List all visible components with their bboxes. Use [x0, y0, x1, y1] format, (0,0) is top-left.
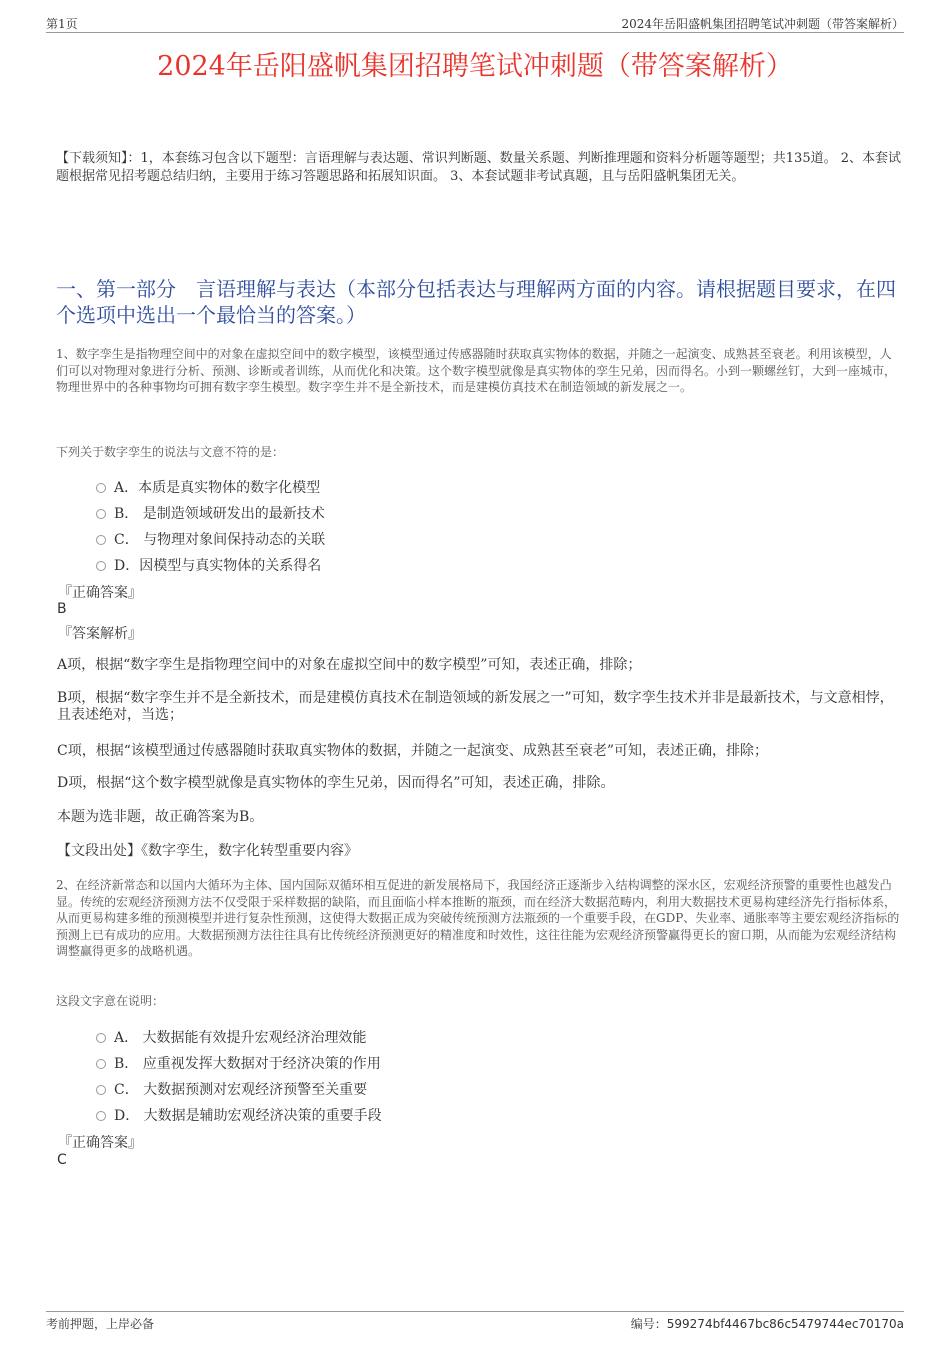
analysis-conclusion: 本题为选非题，故正确答案为B。	[57, 809, 264, 825]
page-header	[46, 14, 904, 33]
page-number: 第1页	[46, 17, 78, 31]
question-1-answer: B	[57, 601, 67, 617]
analysis-item-d: D项，根据“这个数字模型就像是真实物体的孪生兄弟，因而得名”可知，表述正确，排除。	[57, 775, 615, 791]
analysis-item-b: B项，根据“数字孪生并不是全新技术，而是建模仿真技术在制造领域的新发展之一”可知，数字孪生技术并非是最新技术，与文意相悖，且表述绝对，当选；	[57, 690, 894, 723]
radio-icon[interactable]	[96, 561, 106, 571]
page-footer	[46, 1311, 904, 1334]
option-label: A． 大数据能有效提升宏观经济治理效能	[114, 1030, 367, 1046]
footer-slogan: 考前押题，上岸必备	[46, 1317, 155, 1331]
radio-icon[interactable]	[96, 1033, 106, 1043]
question-1-prompt: 下列关于数字孪生的说法与文意不符的是：	[56, 445, 285, 459]
document-title: 2024年岳阳盛帆集团招聘笔试冲刺题（带答案解析）	[157, 51, 793, 82]
radio-icon[interactable]	[96, 535, 106, 545]
analysis-item-c: C项，根据“该模型通过传感器随时获取真实物体的数据，并随之一起演变、成熟甚至衰老”可知，表述正确，排除；	[57, 743, 769, 759]
option-label: B． 是制造领域研发出的最新技术	[114, 506, 325, 522]
question-1-source: 【文段出处】《数字孪生，数字化转型重要内容》	[57, 843, 358, 859]
radio-icon[interactable]	[96, 483, 106, 493]
footer-code-value: 599274bf4467bc86c5479744ec70170a	[666, 1317, 904, 1331]
radio-icon[interactable]	[96, 1111, 106, 1121]
question-2-option-a[interactable]	[96, 1027, 367, 1047]
question-2-option-b[interactable]	[96, 1053, 381, 1073]
analysis-item-a: A项，根据“数字孪生是指物理空间中的对象在虚拟空间中的数字模型”可知，表述正确，排除；	[57, 657, 642, 673]
header-doc-title: 2024年岳阳盛帆集团招聘笔试冲刺题（带答案解析）	[621, 17, 904, 31]
option-label: C． 与物理对象间保持动态的关联	[114, 532, 326, 548]
question-1-option-b[interactable]	[96, 503, 325, 523]
question-1-answer-label: 『正确答案』	[58, 585, 142, 601]
download-notice: 【下载须知】：1，本套练习包含以下题型：言语理解与表达题、常识判断题、数量关系题、判断推理题和资料分析题等题型；共135道。 2、本套试题根据常见招考题总结归纳，主要用于练习答题思路和拓展知识面。 3、本套试题非考试真题，且与岳阳盛帆集团无关。	[56, 151, 901, 184]
radio-icon[interactable]	[96, 509, 106, 519]
question-2-answer: C	[57, 1152, 67, 1168]
question-2-passage: 2、在经济新常态和以国内大循环为主体、国内国际双循环相互促进的新发展格局下，我国经济正逐渐步入结构调整的深水区，宏观经济预警的重要性也越发凸显。传统的宏观经济预测方法不仅受限于采样数据的缺陷，而且面临小样本推断的瓶颈，而在经济大数据范畴内，利用大数据技术更易构建经济先行指标体系，从而更易构建多维的预测模型并进行复杂性预测，这使得大数据正成为突破传统预测方法瓶颈的一个重要手段，在GDP、失业率、通胀率等主要宏观经济指标的预测上已有成功的应用。大数据预测方法往往具有比传统经济预测更好的精准度和时效性，这往往能为宏观经济预警赢得更长的窗口期，从而能为宏观经济结构调整赢得更多的战略机遇。	[56, 878, 900, 958]
option-label: B． 应重视发挥大数据对于经济决策的作用	[114, 1056, 381, 1072]
section-heading: 一、第一部分 言语理解与表达（本部分包括表达与理解两方面的内容。请根据题目要求，在四个选项中选出一个最恰当的答案。）	[56, 277, 896, 327]
question-1-option-d[interactable]	[96, 555, 321, 575]
question-2-prompt: 这段文字意在说明：	[56, 994, 165, 1008]
question-2-answer-label: 『正确答案』	[58, 1135, 142, 1151]
question-1-analysis-label: 『答案解析』	[58, 626, 142, 642]
option-label: A．本质是真实物体的数字化模型	[114, 480, 321, 496]
footer-code	[631, 1315, 904, 1332]
option-label: D． 大数据是辅助宏观经济决策的重要手段	[114, 1108, 382, 1124]
option-label: C． 大数据预测对宏观经济预警至关重要	[114, 1082, 368, 1098]
option-label: D．因模型与真实物体的关系得名	[114, 558, 322, 574]
radio-icon[interactable]	[96, 1085, 106, 1095]
question-2-option-d[interactable]	[96, 1105, 382, 1125]
footer-code-label: 编号：	[630, 1317, 667, 1331]
question-2-option-c[interactable]	[96, 1079, 367, 1099]
question-1-option-a[interactable]	[96, 477, 320, 497]
radio-icon[interactable]	[96, 1059, 106, 1069]
question-1-option-c[interactable]	[96, 529, 325, 549]
question-1-passage: 1、数字孪生是指物理空间中的对象在虚拟空间中的数字模型，该模型通过传感器随时获取真实物体的数据，并随之一起演变、成熟甚至衰老。利用该模型，人们可以对物理对象进行分析、预测、诊断或者训练，从而优化和决策。这个数字模型就像是真实物体的孪生兄弟，因而得名。小到一颗螺丝钉，大到一座城市，物理世界中的各种事物均可拥有数字孪生模型。数字孪生并不是全新技术，而是建模仿真技术在制造领域的新发展之一。	[56, 347, 897, 394]
